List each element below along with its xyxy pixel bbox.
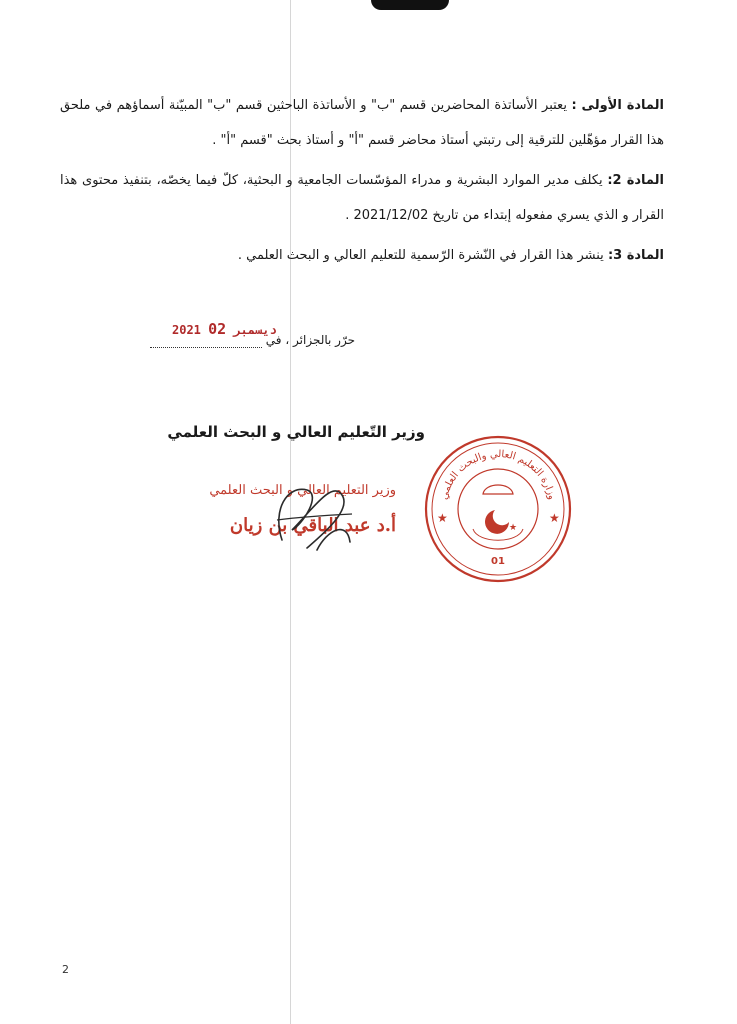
article-1 <box>60 88 664 158</box>
crescent-icon <box>485 510 509 534</box>
seal-ring-text: وزارة التعليم العالي والبحث العلمي <box>438 448 558 501</box>
minister-title: وزير التّعليم العالي و البحث العلمي <box>167 423 425 441</box>
handwritten-date <box>172 320 277 338</box>
handwritten-signature <box>262 470 362 560</box>
article-3 <box>60 238 664 273</box>
date-day: 02 <box>208 320 227 338</box>
page-top-mark <box>371 0 449 10</box>
article-3-text: ينشر هذا القرار في النّشرة الرّسمية للتعليم العالي و البحث العلمي . <box>237 248 604 263</box>
seal-number: 01 <box>491 556 505 567</box>
signature-stamp-title: وزير التعليم العالي و البحث العلمي <box>209 483 396 498</box>
date-year: 2021 <box>172 323 201 337</box>
article-1-label: المادة الأولى : <box>571 98 664 113</box>
article-2-text: يكلف مدير الموارد البشرية و مدراء المؤسّسات الجامعية و البحثية، كلّ فيما يخصّه، بتنفيذ محتوى هذا القرار و الذي يسري مفعوله إبتداء من تاريخ 2021/12/02 . <box>60 173 664 223</box>
signature-stamp-name: أ.د عبد الباقي بن زيان <box>229 515 396 536</box>
article-2 <box>60 163 664 233</box>
svg-text:★: ★ <box>509 523 518 533</box>
svg-text:★: ★ <box>437 511 448 525</box>
svg-text:★: ★ <box>549 511 560 525</box>
official-seal <box>423 434 573 584</box>
article-1-text: يعتبر الأساتذة المحاضرين قسم "ب" و الأساتذة الباحثين قسم "ب" المبيّنة أسماؤهم في ملحق هذا القرار مؤهّلين للترقية إلى رتبتي أستاذ محاضر قسم "أ" و أستاذ بحث "قسم "أ" . <box>60 98 664 148</box>
done-at-label: حرّر بالجزائر ، في <box>265 333 355 347</box>
article-3-label: المادة 3: <box>607 248 664 263</box>
svg-text:وزارة التعليم العالي والبحث ال <box>439 449 557 501</box>
date-dotted-line <box>150 347 262 348</box>
date-month: ديسمبر <box>233 323 277 337</box>
page-number: 2 <box>62 963 69 976</box>
article-2-label: المادة 2: <box>607 173 664 188</box>
